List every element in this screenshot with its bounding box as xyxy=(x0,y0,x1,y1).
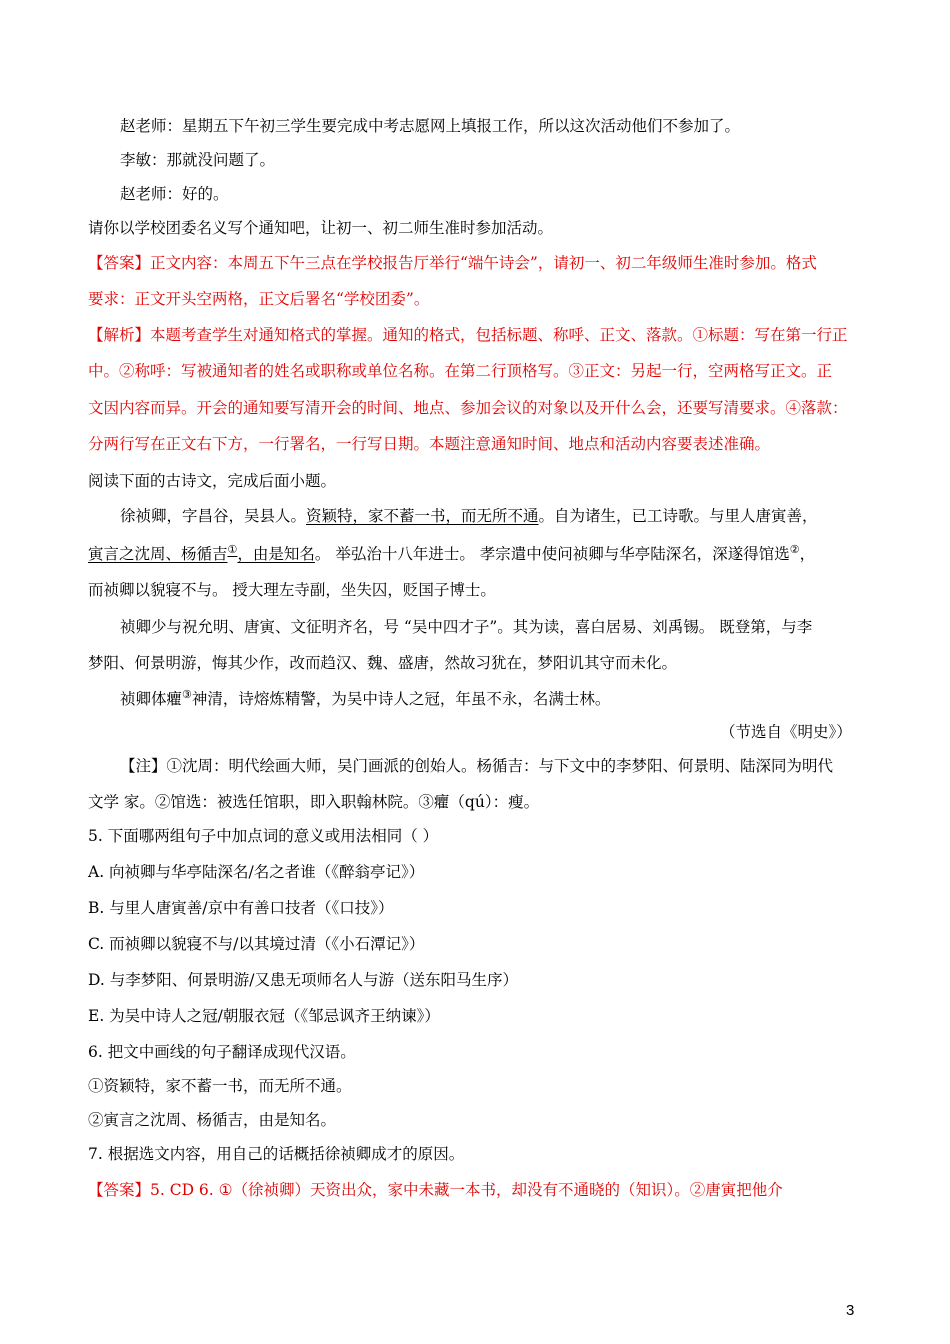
option-d: D. 与李梦阳、何景明游/又患无项师名人与游（送东阳马生序） xyxy=(88,971,518,989)
passage-text: 徐祯卿，字昌谷，吴县人。 xyxy=(120,507,307,525)
answer-text: 要求：正文开头空两格，正文后署名“学校团委”。 xyxy=(88,290,430,308)
dialogue-line: 赵老师：星期五下午初三学生要完成中考志愿网上填报工作，所以这次活动他们不参加了。 xyxy=(120,117,741,135)
page-number: 3 xyxy=(846,1302,855,1319)
answer-text: 【答案】正文内容：本周五下午三点在学校报告厅举行“端午诗会”，请初一、初二年级师生准时参加。格式 xyxy=(88,254,817,272)
note-marker: ① xyxy=(227,542,238,556)
option-a: A. 向祯卿与华亭陆深名/名之者谁（《醉翁亭记》） xyxy=(88,863,425,881)
dialogue-line: 李敏：那就没问题了。 xyxy=(120,151,276,169)
question-6-stem: 6. 把文中画线的句子翻译成现代汉语。 xyxy=(88,1043,356,1061)
question-5-stem: 5. 下面哪两组句子中加点词的意义或用法相同（ ） xyxy=(88,827,439,845)
answer-text: 【答案】5. CD 6. ①（徐祯卿）天资出众，家中未藏一本书，却没有不通晓的（知识）。②唐寅把他介 xyxy=(88,1181,783,1199)
passage-line xyxy=(88,544,815,564)
passage-line: 祯卿少与祝允明、唐寅、文征明齐名，号 “吴中四才子”。其为读，喜白居易、刘禹锡。 既登第，与李 xyxy=(120,618,813,636)
passage-line xyxy=(120,506,818,526)
analysis-text: 【解析】本题考查学生对通知格式的掌握。通知的格式，包括标题、称呼、正文、落款。①标题：写在第一行正 xyxy=(88,326,848,344)
analysis-text: 中。②称呼：写被通知者的姓名或职称或单位名称。在第二行顶格写。③正文：另起一行，空两格写正文。正 xyxy=(88,362,833,380)
underlined-sentence-2: 寅言之沈周、杨循吉 xyxy=(88,545,228,563)
notes-text: 文学 家。②馆选：被选任馆职，即入职翰林院。③癯（qú）：瘦。 xyxy=(88,793,540,811)
note-marker: ② xyxy=(789,542,800,556)
writing-task: 请你以学校团委名义写个通知吧，让初一、初二师生准时参加活动。 xyxy=(88,219,554,237)
passage-text: 神清，诗熔炼精警，为吴中诗人之冠，年虽不永，名满士林。 xyxy=(191,690,611,708)
question-6-sentence: ①资颖特，家不蓄一书，而无所不通。 xyxy=(88,1077,352,1095)
analysis-text: 文因内容而异。开会的通知要写清开会的时间、地点、参加会议的对象以及开什么会，还要写清要求。④落款： xyxy=(88,399,848,417)
passage-line: 梦阳、何景明游，悔其少作，改而趋汉、魏、盛唐，然故习犹在，梦阳讥其守而未化。 xyxy=(88,654,678,672)
underlined-sentence-1: 资颖特，家不蓄一书，而无所不通 xyxy=(306,507,539,525)
analysis-text: 分两行写在正文右下方，一行署名，一行写日期。本题注意通知时间、地点和活动内容要表述准确。 xyxy=(88,435,771,453)
passage-text: 。自为诸生，已工诗歌。与里人唐寅善， xyxy=(538,507,818,525)
passage-text: 祯卿体癯 xyxy=(120,690,183,708)
passage-text: 。 举弘治十八年进士。 孝宗遣中使问祯卿与华亭陆深名，深遂得馆选 xyxy=(314,545,790,563)
option-b: B. 与里人唐寅善/京中有善口技者（《口技》） xyxy=(88,899,394,917)
option-c: C. 而祯卿以貌寝不与/以其境过清（《小石潭记》） xyxy=(88,935,425,953)
option-e: E. 为吴中诗人之冠/朝服衣冠（《邹忌讽齐王纳谏》） xyxy=(88,1007,440,1025)
dialogue-line: 赵老师：好的。 xyxy=(120,185,229,203)
passage-line xyxy=(120,689,610,709)
underlined-sentence-2b: ，由是知名 xyxy=(237,545,315,563)
question-7-stem: 7. 根据选文内容，用自己的话概括徐祯卿成才的原因。 xyxy=(88,1145,465,1163)
note-marker: ③ xyxy=(182,687,192,701)
passage-source: （节选自《明史》） xyxy=(720,723,852,741)
notes-text: 【注】①沈周：明代绘画大师，吴门画派的创始人。杨循吉：与下文中的李梦阳、何景明、陆深同为明代 xyxy=(120,757,834,775)
reading-intro: 阅读下面的古诗文，完成后面小题。 xyxy=(88,472,337,490)
passage-line: 而祯卿以貌寝不与。 授大理左寺副，坐失囚，贬国子博士。 xyxy=(88,581,496,599)
question-6-sentence: ②寅言之沈周、杨循吉，由是知名。 xyxy=(88,1111,337,1129)
passage-text: ， xyxy=(799,545,816,563)
